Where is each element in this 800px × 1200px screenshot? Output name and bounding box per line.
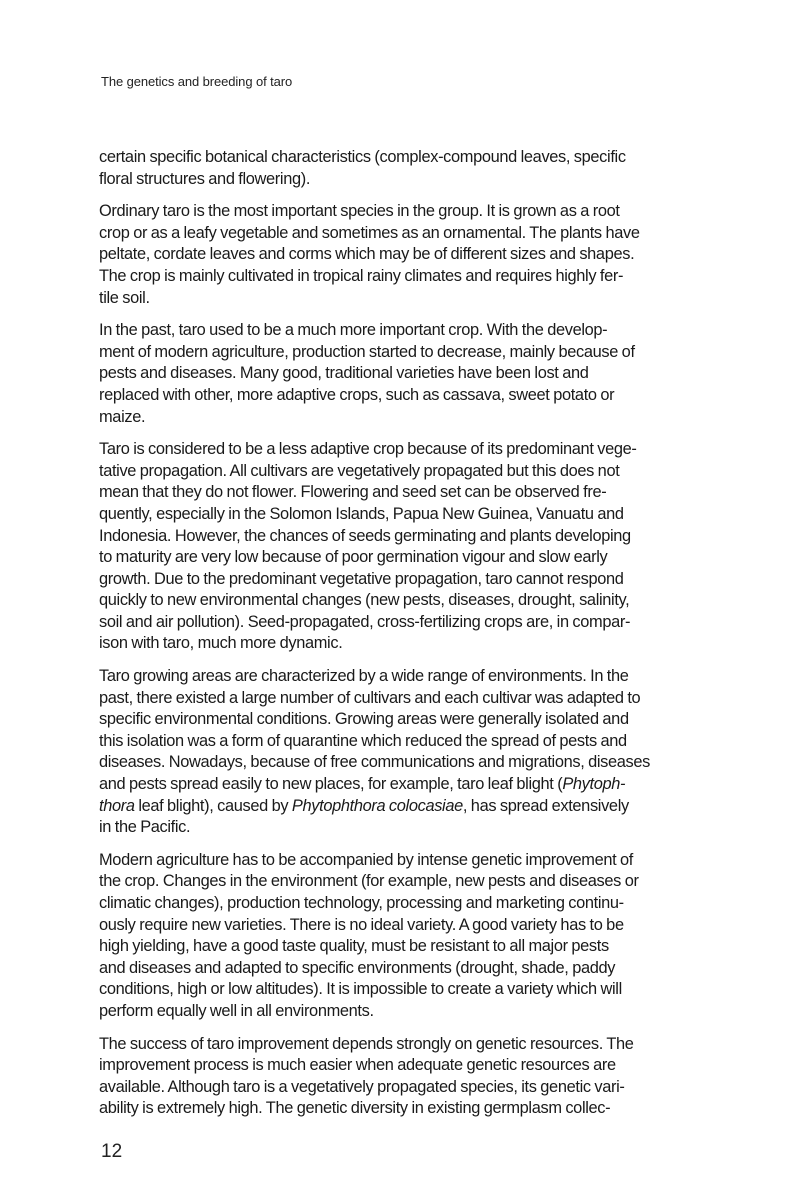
- paragraph: [99, 439, 701, 655]
- italic-text: Phytophthora colocasiae: [291, 796, 463, 815]
- text-line: [99, 666, 701, 688]
- text-run: quickly to new environmental changes (new pests, diseases, drought, salinity,: [99, 591, 630, 610]
- paragraph: [99, 666, 701, 839]
- text-run: tile soil.: [99, 288, 150, 307]
- text-run: ison with taro, much more dynamic.: [99, 634, 343, 653]
- text-run: Taro is considered to be a less adaptive crop because of its predominant vege-: [99, 440, 637, 459]
- text-line: [99, 320, 701, 342]
- text-line: [99, 850, 701, 872]
- text-run: conditions, high or low altitudes). It is impossible to create a variety which will: [99, 980, 622, 999]
- text-line: [99, 266, 701, 288]
- paragraph: [99, 147, 701, 190]
- text-run: diseases. Nowadays, because of free communications and migrations, diseases: [99, 753, 651, 772]
- text-run: floral structures and flowering).: [99, 169, 311, 188]
- text-line: [99, 979, 701, 1001]
- text-run: leaf blight), caused by: [134, 796, 292, 815]
- text-line: [99, 688, 701, 710]
- paragraph: [99, 1034, 701, 1120]
- text-run: this isolation was a form of quarantine which reduced the spread of pests and: [99, 731, 627, 750]
- text-line: [99, 1077, 701, 1099]
- paragraph: [99, 320, 701, 428]
- text-line: [99, 936, 701, 958]
- text-line: [99, 612, 701, 634]
- text-run: available. Although taro is a vegetatively propagated species, its genetic vari-: [99, 1077, 625, 1096]
- body-text: [99, 147, 701, 1131]
- text-line: [99, 439, 701, 461]
- text-run: maize.: [99, 407, 146, 426]
- text-line: [99, 774, 701, 796]
- text-run: improvement process is much easier when adequate genetic resources are: [99, 1056, 616, 1075]
- text-run: pests and diseases. Many good, traditional varieties have been lost and: [99, 364, 589, 383]
- text-run: crop or as a leafy vegetable and sometimes as an ornamental. The plants have: [99, 223, 640, 242]
- text-run: mean that they do not flower. Flowering and seed set can be observed fre-: [99, 483, 607, 502]
- text-run: high yielding, have a good taste quality, must be resistant to all major pests: [99, 937, 609, 956]
- text-line: [99, 201, 701, 223]
- paragraph: [99, 201, 701, 309]
- text-line: [99, 547, 701, 569]
- text-line: [99, 504, 701, 526]
- text-line: [99, 407, 701, 429]
- text-run: , has spread extensively: [462, 796, 629, 815]
- text-line: [99, 223, 701, 245]
- text-run: The success of taro improvement depends strongly on genetic resources. The: [99, 1034, 634, 1053]
- text-run: to maturity are very low because of poor germination vigour and slow early: [99, 548, 608, 567]
- text-run: climatic changes), production technology, processing and marketing continu-: [99, 894, 624, 912]
- text-line: [99, 244, 701, 266]
- text-run: tative propagation. All cultivars are vegetatively propagated but this does not: [99, 461, 620, 480]
- text-line: [99, 893, 701, 915]
- text-line: [99, 633, 701, 655]
- text-line: [99, 1098, 701, 1120]
- text-run: growth. Due to the predominant vegetative propagation, taro cannot respond: [99, 569, 624, 588]
- text-run: The crop is mainly cultivated in tropical rainy climates and requires highly fer-: [99, 266, 624, 285]
- text-line: [99, 871, 701, 893]
- text-run: the crop. Changes in the environment (for example, new pests and diseases or: [99, 872, 639, 891]
- text-run: perform equally well in all environments.: [99, 1001, 374, 1020]
- text-run: replaced with other, more adaptive crops, such as cassava, sweet potato or: [99, 385, 615, 404]
- paragraph: [99, 850, 701, 1023]
- italic-text: Phytoph-: [562, 775, 626, 794]
- page-number: 12: [101, 1141, 123, 1162]
- text-run: Indonesia. However, the chances of seeds germinating and plants developing: [99, 526, 631, 545]
- text-run: ously require new varieties. There is no ideal variety. A good variety has to be: [99, 915, 624, 934]
- running-head: The genetics and breeding of taro: [101, 74, 293, 89]
- italic-text: thora: [99, 796, 135, 815]
- text-line: [99, 342, 701, 364]
- text-line: [99, 385, 701, 407]
- text-run: and diseases and adapted to specific environments (drought, shade, paddy: [99, 958, 616, 977]
- text-run: in the Pacific.: [99, 818, 191, 837]
- text-line: [99, 482, 701, 504]
- text-run: past, there existed a large number of cultivars and each cultivar was adapted to: [99, 688, 641, 707]
- text-run: peltate, cordate leaves and corms which may be of different sizes and shapes.: [99, 245, 635, 264]
- text-line: [99, 363, 701, 385]
- text-line: [99, 796, 701, 818]
- text-run: quently, especially in the Solomon Islands, Papua New Guinea, Vanuatu and: [99, 504, 624, 523]
- text-run: Ordinary taro is the most important species in the group. It is grown as a root: [99, 202, 620, 221]
- text-line: [99, 1001, 701, 1023]
- text-line: [99, 731, 701, 753]
- text-line: [99, 461, 701, 483]
- text-line: [99, 915, 701, 937]
- text-line: [99, 569, 701, 591]
- text-line: [99, 147, 701, 169]
- text-line: [99, 590, 701, 612]
- text-line: [99, 1034, 701, 1056]
- text-run: ment of modern agriculture, production started to decrease, mainly because of: [99, 342, 635, 361]
- text-line: [99, 1055, 701, 1077]
- text-run: soil and air pollution). Seed-propagated, cross-fertilizing crops are, in compar-: [99, 612, 631, 631]
- text-line: [99, 958, 701, 980]
- text-run: specific environmental conditions. Growing areas were generally isolated and: [99, 710, 629, 729]
- text-run: Modern agriculture has to be accompanied by intense genetic improvement of: [99, 850, 633, 869]
- text-run: ability is extremely high. The genetic diversity in existing germplasm collec-: [99, 1099, 611, 1118]
- text-line: [99, 709, 701, 731]
- text-line: [99, 288, 701, 310]
- text-run: In the past, taro used to be a much more important crop. With the develop-: [99, 321, 608, 340]
- text-line: [99, 752, 701, 774]
- text-run: certain specific botanical characteristics (complex-compound leaves, specific: [99, 148, 626, 166]
- text-line: [99, 817, 701, 839]
- text-line: [99, 169, 701, 191]
- text-line: [99, 526, 701, 548]
- text-run: and pests spread easily to new places, for example, taro leaf blight (: [99, 775, 563, 794]
- text-run: Taro growing areas are characterized by a wide range of environments. In the: [99, 667, 629, 686]
